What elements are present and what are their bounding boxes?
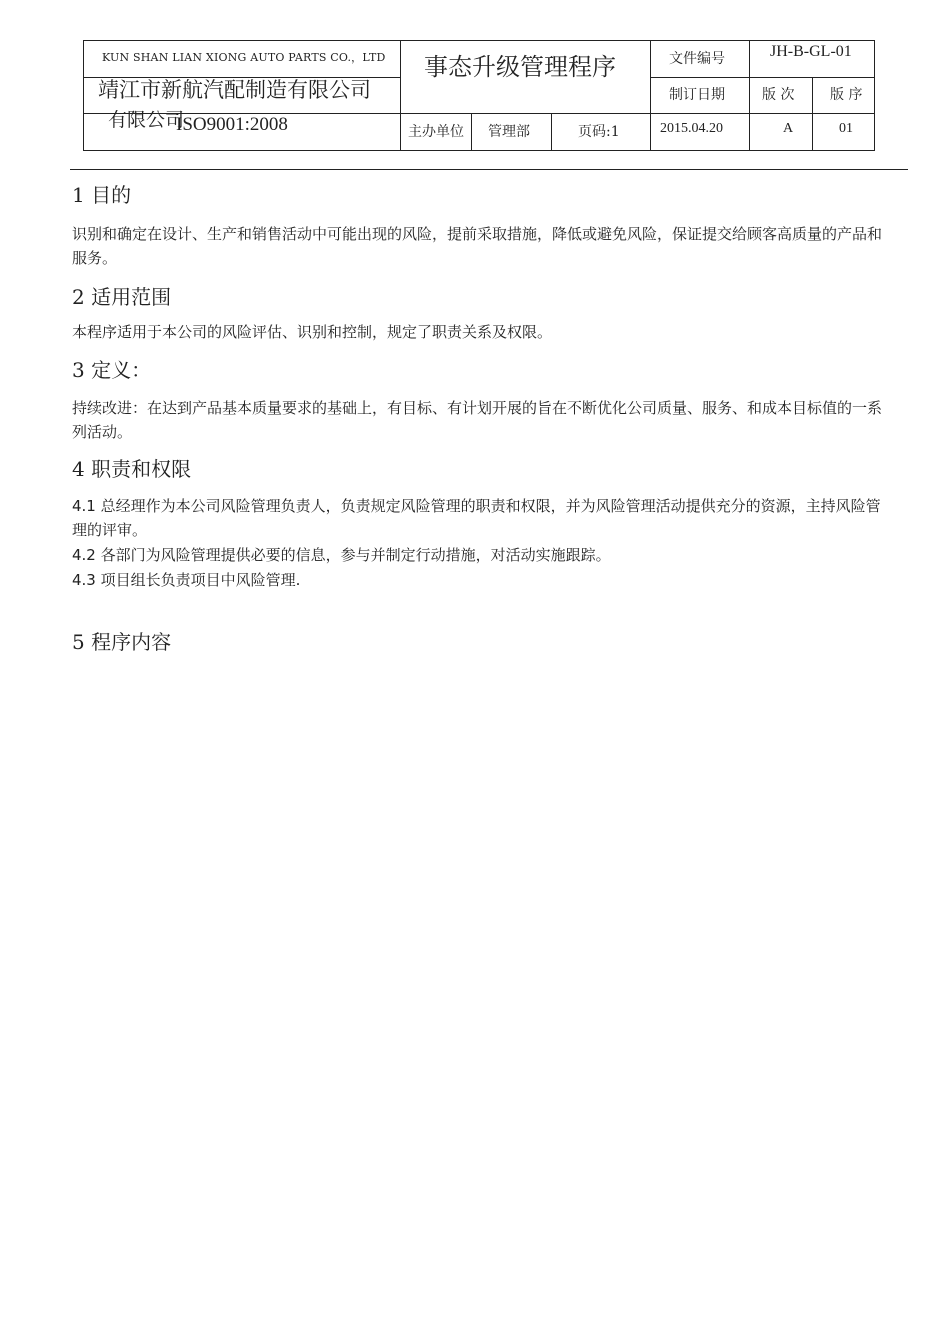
section-3-text: 持续改进：在达到产品基本质量要求的基础上，有目标、有计划开展的旨在不断优化公司质量、服务、和成本目标值的一系列活动。 — [72, 399, 883, 441]
header-rule — [70, 169, 908, 170]
revision-value: 01 — [839, 121, 853, 136]
section-4-title: 4 职责和权限 — [72, 457, 192, 481]
section-4-2-number: 4.2 — [72, 546, 96, 564]
divider — [471, 113, 472, 150]
doc-number-label: 文件编号 — [669, 51, 725, 67]
section-4-1-number: 4.1 — [72, 497, 96, 515]
section-4-3-number: 4.3 — [72, 571, 96, 589]
section-4-3 — [72, 568, 894, 592]
section-1-text: 识别和确定在设计、生产和销售活动中可能出现的风险，提前采取措施，降低或避免风险，保证提交给顾客高质量的产品和服务。 — [72, 225, 883, 267]
company-name-chinese: 靖江市新航汽配制造有限公司 — [98, 78, 371, 102]
date-label: 制订日期 — [669, 87, 725, 103]
section-4-1-text: 总经理作为本公司风险管理负责人，负责规定风险管理的职责和权限，并为风险管理活动提供充分的资源，主持风险管理的评审。 — [72, 497, 881, 539]
section-4-2-text: 各部门为风险管理提供必要的信息，参与并制定行动措施，对活动实施跟踪。 — [95, 546, 611, 564]
company-name-english: KUN SHAN LIAN XIONG AUTO PARTS CO.，LTD — [102, 51, 386, 64]
issue-date: 2015.04.20 — [660, 121, 723, 136]
document-header-table — [83, 40, 875, 151]
section-1-title: 1 目的 — [72, 183, 132, 207]
divider — [551, 113, 552, 150]
section-4-1 — [72, 494, 894, 542]
section-2-text: 本程序适用于本公司的风险评估、识别和控制，规定了职责关系及权限。 — [72, 323, 553, 341]
page-number: 页码:1 — [578, 124, 620, 140]
section-5-title: 5 程序内容 — [72, 630, 172, 654]
divider — [650, 77, 874, 78]
section-3-title: 3 定义： — [72, 358, 152, 382]
section-2-title: 2 适用范围 — [72, 285, 172, 309]
section-4-3-text: 项目组长负责项目中风险管理. — [95, 571, 301, 589]
version-value: A — [783, 121, 794, 136]
company-name-chinese-overlap: 有限公司 — [108, 109, 185, 131]
divider — [749, 41, 750, 150]
dept-label: 主办单位 — [408, 124, 464, 140]
section-4-2 — [72, 543, 894, 567]
revision-label: 版 序 — [830, 87, 863, 103]
doc-number: JH-B-GL-01 — [770, 43, 852, 60]
document-title: 事态升级管理程序 — [424, 53, 616, 81]
iso-standard: ISO9001:2008 — [176, 114, 288, 135]
dept-value: 管理部 — [488, 124, 530, 140]
divider — [650, 41, 651, 150]
divider — [400, 41, 401, 150]
version-label: 版 次 — [762, 87, 795, 103]
